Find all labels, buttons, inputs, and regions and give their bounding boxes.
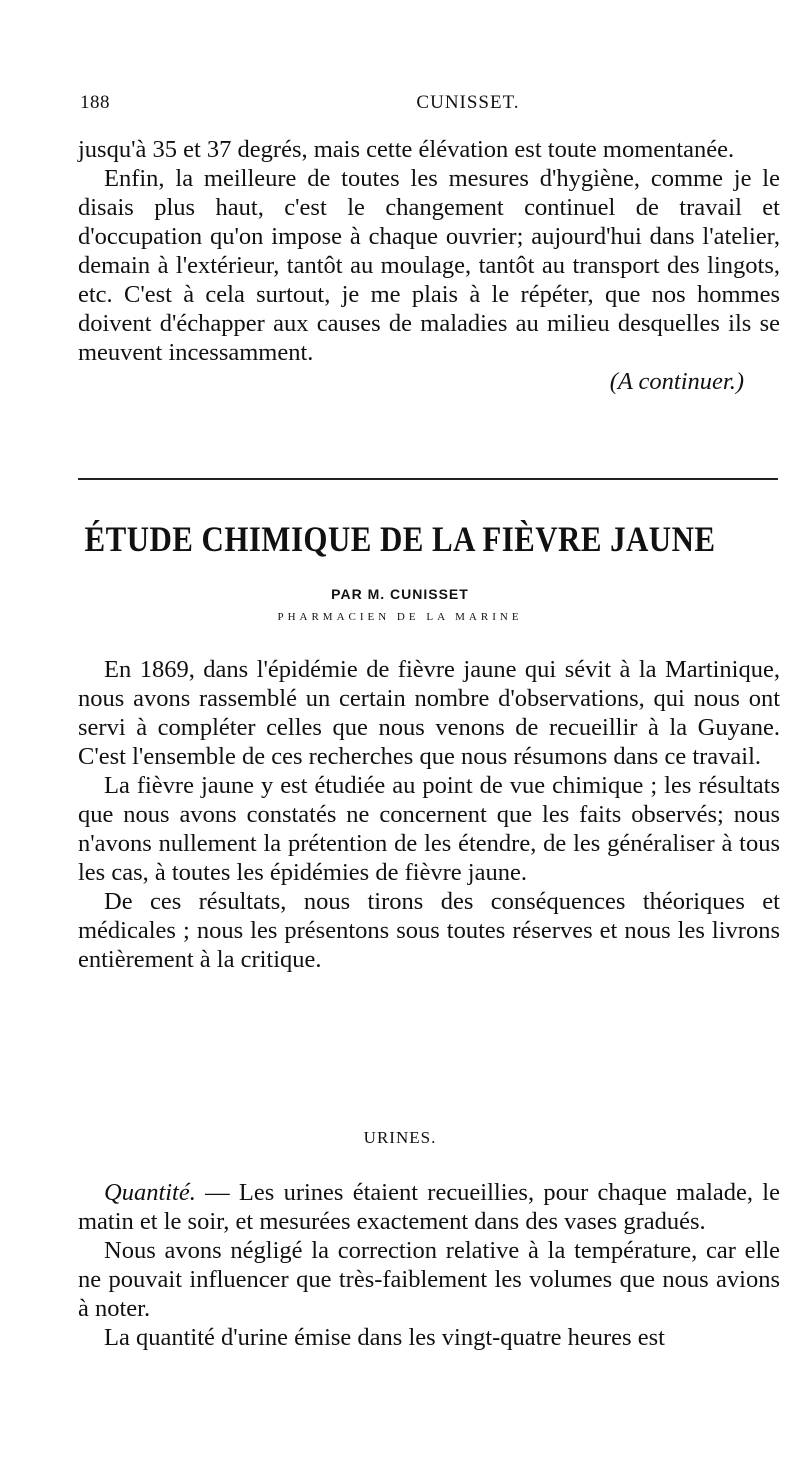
section-body <box>78 1178 780 1352</box>
paragraph-intro: En 1869, dans l'épidémie de fièvre jaune qui sévit à la Martinique, nous avons rassemblé un certain nombre d'observations, qui nous ont servi à compléter celles que nous venons de recueillir à la Guyane. C'est l'ensemble de ces recherches que nous résumons dans ce travail. <box>78 656 780 770</box>
paragraph-continued: jusqu'à 35 et 37 degrés, mais cette élévation est toute momentanée. <box>78 136 735 163</box>
paragraph-quantity <box>78 1178 780 1236</box>
article-body <box>78 655 780 974</box>
continued-text <box>78 135 780 396</box>
paragraph-correction: Nous avons négligé la correction relative à la température, car elle ne pouvait influencer que très-faiblement les volumes que nous avions à noter. <box>78 1237 780 1322</box>
section-heading: URINES. <box>363 1128 437 1147</box>
lead-rest: — Les urines étaient recueillies, pour chaque malade, le matin et le soir, et mesurées exactement dans des vases gradués. <box>78 1179 780 1235</box>
paragraph-results: De ces résultats, nous tirons des conséquences théoriques et médicales ; nous les présentons sous toutes réserves et nous les livrons entièrement à la critique. <box>78 888 780 973</box>
paragraph-scope: La fièvre jaune y est étudiée au point de vue chimique ; les résultats que nous avons constatés ne concernent que les faits observés; nous n'avons nullement la prétention de les étendre, de les généraliser à tous les cas, à toutes les épidémies de fièvre jaune. <box>78 772 780 886</box>
article-byline: PAR M. CUNISSET <box>331 586 469 602</box>
article-title: ÉTUDE CHIMIQUE DE LA FIÈVRE JAUNE <box>84 519 716 559</box>
lead-term: Quantité. <box>104 1179 196 1206</box>
page-header <box>78 92 778 122</box>
running-title: CUNISSET. <box>416 92 520 113</box>
continuation-note: (A continuer.) <box>609 368 744 395</box>
paragraph-hygiene: Enfin, la meilleure de toutes les mesures d'hygiène, comme je le disais plus haut, c'est le changement continuel de travail et d'occupation qu'on impose à chaque ouvrier; aujourd'hui dans l'atelier, demain à l'extérieur, tantôt au moulage, tantôt au transport des lingots, etc. C'est à cela surtout, je me plais à le répéter, que nos hommes doivent d'échapper aux causes de maladies au milieu desquelles ils se meuvent incessamment. <box>78 165 780 366</box>
paragraph-daily-quantity: La quantité d'urine émise dans les vingt-quatre heures est <box>104 1324 665 1351</box>
page-number: 188 <box>80 92 110 113</box>
section-divider <box>78 478 778 480</box>
author-role: PHARMACIEN DE LA MARINE <box>277 611 523 623</box>
